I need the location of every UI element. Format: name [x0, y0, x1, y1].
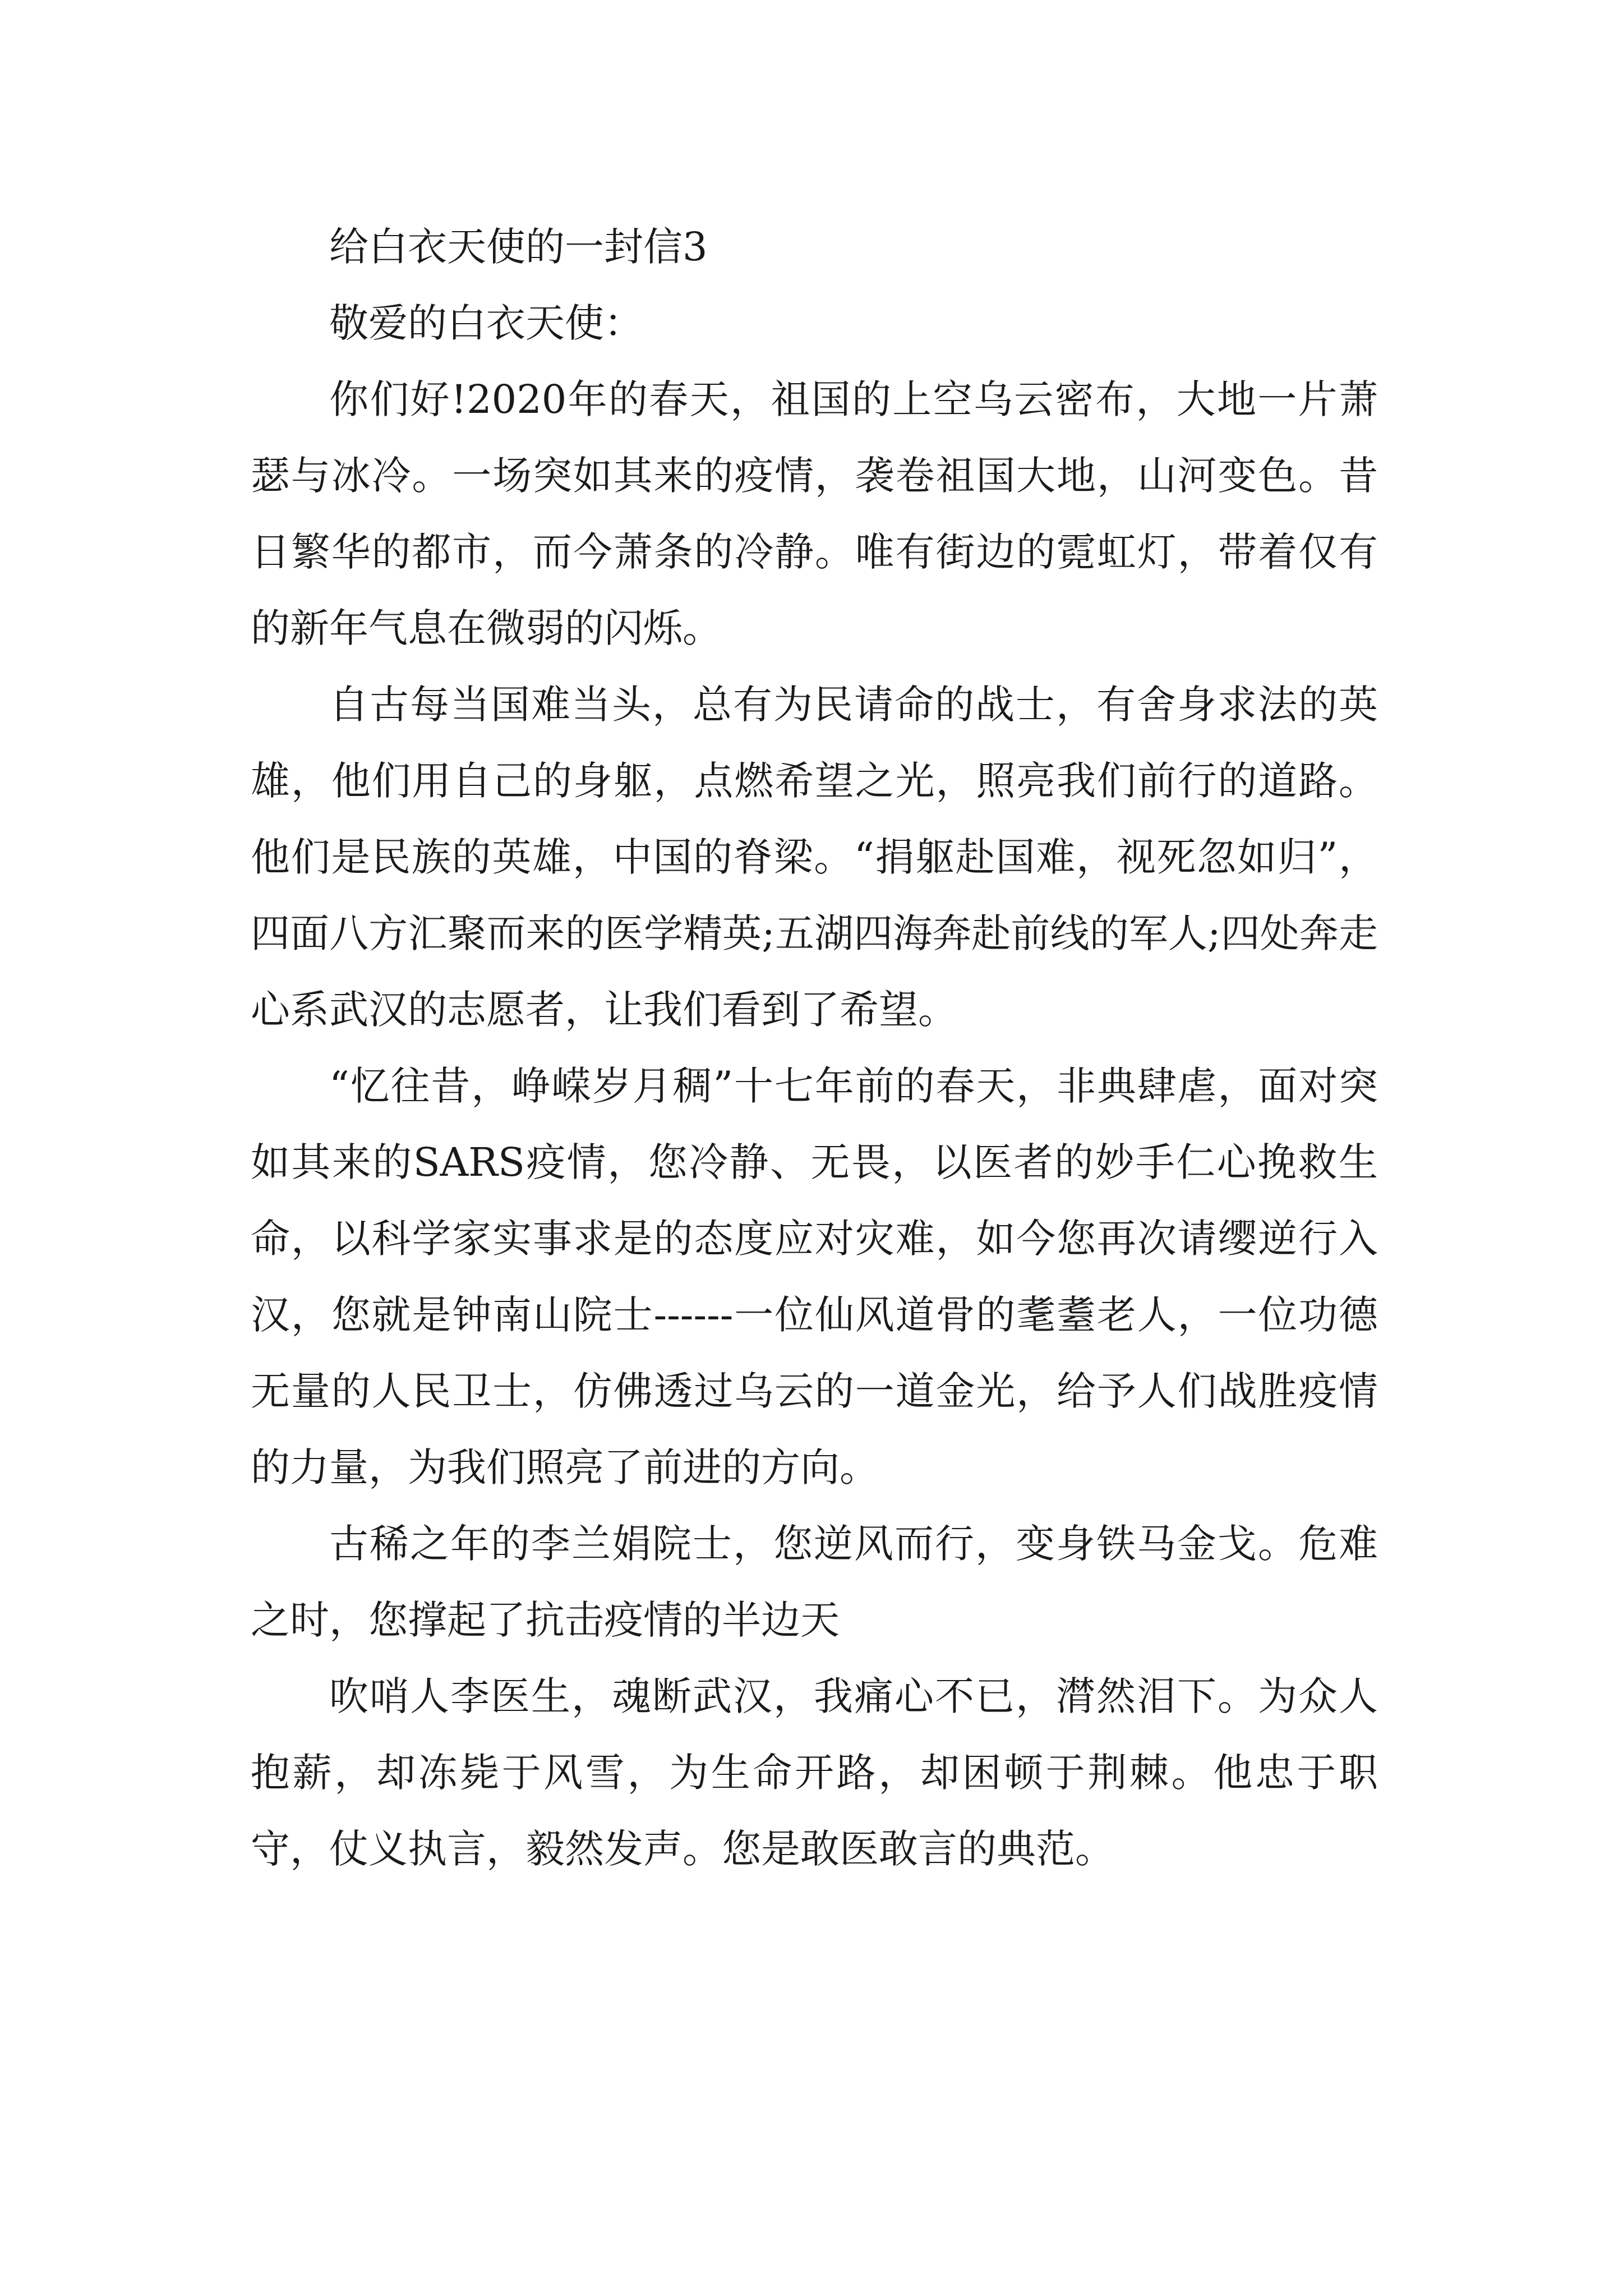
paragraph: 你们好!2020年的春天，祖国的上空乌云密布，大地一片萧瑟与冰冷。一场突如其来的疫情，袭卷祖国大地，山河变色。昔日繁华的都市，而今萧条的冷静。唯有街边的霓虹灯，带着仅有的新年气息在微弱的闪烁。 [251, 376, 1378, 651]
paragraph: 吹哨人李医生，魂断武汉，我痛心不已，潸然泪下。为众人抱薪，却冻毙于风雪，为生命开路，却困顿于荆棘。他忠于职守，仗义执言，毅然发声。您是敢医敢言的典范。 [251, 1673, 1378, 1872]
paragraph: “忆往昔，峥嵘岁月稠”十七年前的春天，非典肆虐，面对突如其来的SARS疫情，您冷静、无畏，以医者的妙手仁心挽救生命，以科学家实事求是的态度应对灾难，如今您再次请缨逆行入汉，您就是钟南山院士------一位仙风道骨的耄耋老人，一位功德无量的人民卫士，仿佛透过乌云的一道金光，给予人们战胜疫情的力量，为我们照亮了前进的方向。 [251, 1063, 1378, 1490]
paragraph: 自古每当国难当头，总有为民请命的战士，有舍身求法的英雄，他们用自己的身躯，点燃希望之光，照亮我们前行的道路。他们是民族的英雄，中国的脊梁。“捐躯赴国难，视死忽如归”，四面八方汇聚而来的医学精英;五湖四海奔赴前线的军人;四处奔走心系武汉的志愿者，让我们看到了希望。 [251, 682, 1378, 1033]
letter-title: 给白衣天使的一封信3 [329, 224, 708, 270]
letter-body [251, 209, 1378, 1887]
letter-salutation: 敬爱的白衣天使： [329, 300, 643, 346]
paragraph: 古稀之年的李兰娟院士，您逆风而行，变身铁马金戈。危难之时，您撑起了抗击疫情的半边天 [251, 1521, 1378, 1643]
